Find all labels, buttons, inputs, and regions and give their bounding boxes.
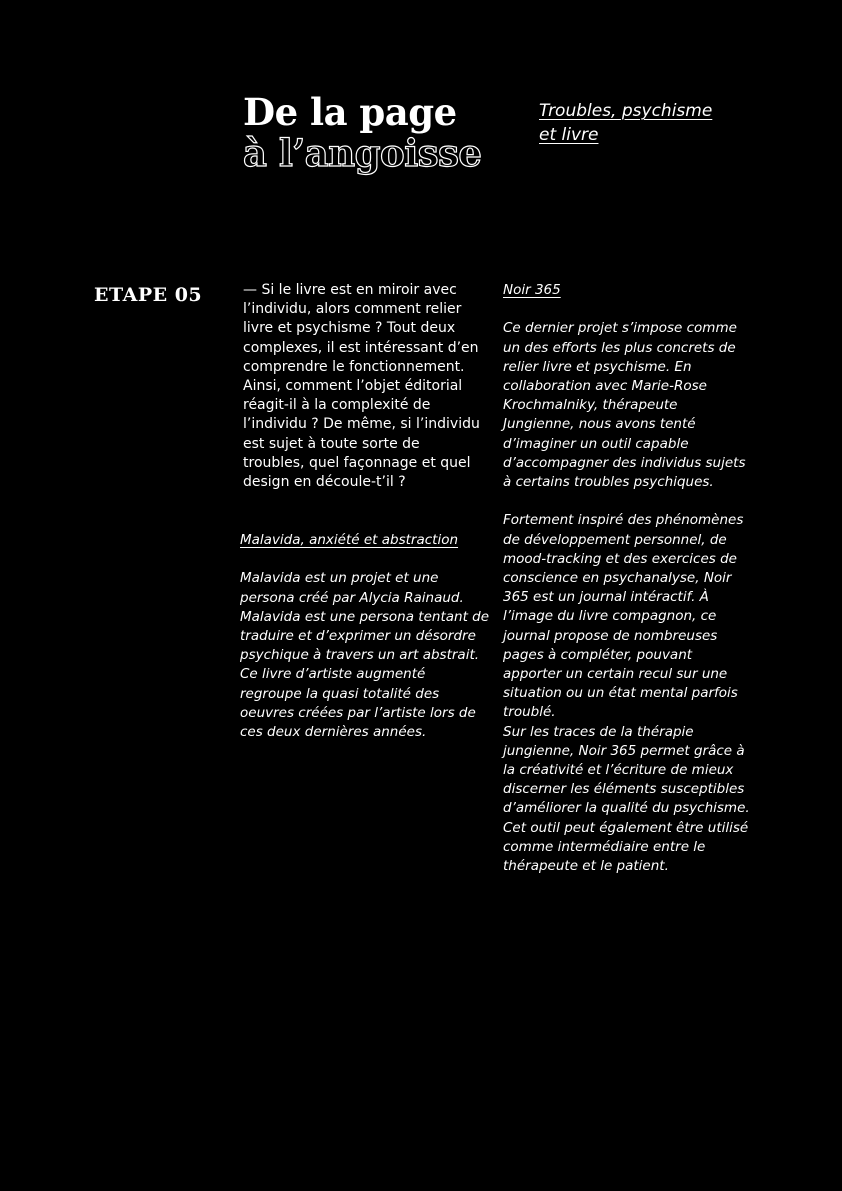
noir-paragraph-2	[503, 511, 758, 722]
page-title	[243, 92, 523, 174]
noir-paragraph-3	[503, 723, 758, 877]
noir-line: comme intermédiaire entre le	[503, 838, 706, 855]
malavida-paragraph	[240, 569, 495, 742]
noir-heading: Noir 365	[503, 282, 561, 298]
page-subtitle	[539, 99, 759, 147]
noir-line: relier livre et psychisme. En	[503, 358, 692, 375]
noir-line: mood-tracking et des exercices de	[503, 550, 737, 567]
noir-line: d’imaginer un outil capable	[503, 435, 689, 452]
intro-line: Ainsi, comment l’objet éditorial	[243, 378, 463, 395]
noir-section	[503, 281, 758, 876]
subtitle-line-2: et livre	[539, 125, 599, 145]
noir-line: de développement personnel, de	[503, 531, 727, 548]
intro-line: troubles, quel façonnage et quel	[243, 454, 471, 471]
malavida-line: ces deux dernières années.	[240, 724, 427, 741]
noir-line: conscience en psychanalyse, Noir	[503, 570, 732, 587]
noir-line: situation ou un état mental parfois	[503, 685, 738, 702]
noir-line: Cet outil peut également être utilisé	[503, 819, 749, 836]
noir-line: troublé.	[503, 704, 556, 721]
intro-line: comprendre le fonctionnement.	[243, 358, 465, 375]
noir-line: apporter un certain recul sur une	[503, 666, 728, 683]
malavida-line: regroupe la quasi totalité des	[240, 685, 440, 702]
malavida-line: oeuvres créées par l’artiste lors de	[240, 704, 476, 721]
malavida-line: traduire et d’exprimer un désordre	[240, 628, 476, 644]
step-label: ETAPE 05	[94, 284, 203, 306]
malavida-line: persona créé par Alycia Rainaud.	[240, 589, 464, 606]
intro-line: l’individu ? De même, si l’individu	[243, 416, 480, 433]
title-line-1: De la page	[243, 90, 457, 134]
noir-line: jungienne, Noir 365 permet grâce à	[503, 742, 745, 759]
noir-paragraph-1	[503, 319, 758, 492]
noir-line: 365 est un journal intéractif. À	[503, 589, 709, 606]
malavida-line: Malavida est un projet et une	[240, 570, 439, 587]
intro-line: l’individu, alors comment relier	[243, 301, 462, 318]
noir-line: Fortement inspiré des phénomènes	[503, 512, 744, 529]
noir-line: Sur les traces de la thérapie	[503, 723, 694, 740]
noir-line: la créativité et l’écriture de mieux	[503, 762, 734, 779]
intro-paragraph	[243, 281, 493, 492]
noir-line: d’améliorer la qualité du psychisme.	[503, 800, 750, 817]
noir-line: un des efforts les plus concrets de	[503, 339, 736, 356]
noir-line: journal propose de nombreuses	[503, 627, 718, 644]
noir-line: collaboration avec Marie-Rose	[503, 378, 707, 394]
malavida-line: psychique à travers un art abstrait.	[240, 647, 480, 664]
noir-line: Krochmalniky, thérapeute	[503, 397, 678, 414]
malavida-line: Malavida est une persona tentant de	[240, 608, 490, 625]
noir-line: discerner les éléments susceptibles	[503, 781, 745, 798]
noir-line: pages à compléter, pouvant	[503, 646, 693, 663]
noir-line: thérapeute et le patient.	[503, 858, 669, 875]
intro-line: est sujet à toute sorte de	[243, 435, 420, 452]
subtitle-line-1: Troubles, psychisme	[539, 101, 713, 121]
intro-line: — Si le livre est en miroir avec	[243, 282, 457, 298]
noir-line: d’accompagner des individus sujets	[503, 454, 746, 471]
title-line-2: à l’angoisse	[243, 131, 482, 175]
noir-line: à certains troubles psychiques.	[503, 474, 714, 491]
intro-line: réagit-il à la complexité de	[243, 397, 431, 414]
malavida-line: Ce livre d’artiste augmenté	[240, 666, 426, 683]
noir-line: l’image du livre compagnon, ce	[503, 608, 717, 625]
intro-line: complexes, il est intéressant d’en	[243, 339, 479, 356]
malavida-heading: Malavida, anxiété et abstraction	[240, 532, 459, 548]
intro-line: design en découle-t’il ?	[243, 474, 406, 491]
noir-line: Jungienne, nous avons tenté	[503, 416, 696, 433]
noir-line: Ce dernier projet s’impose comme	[503, 320, 737, 337]
malavida-section	[240, 531, 495, 742]
intro-line: livre et psychisme ? Tout deux	[243, 320, 456, 337]
